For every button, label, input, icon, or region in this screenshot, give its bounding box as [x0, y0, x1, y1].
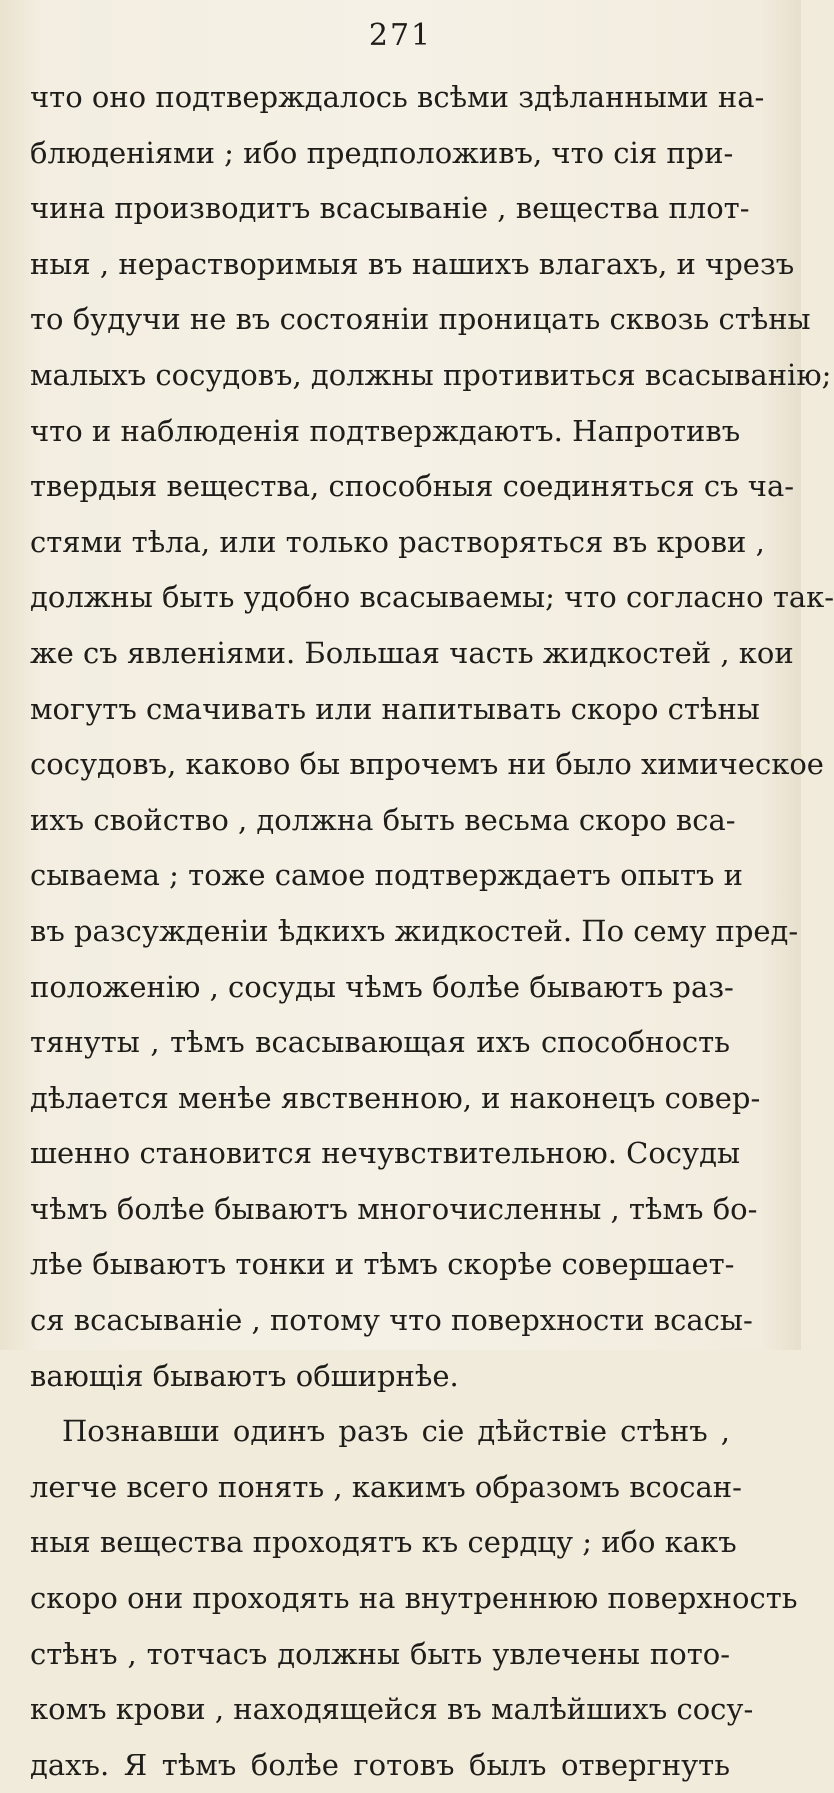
text-line: въ разсужденіи ѣдкихъ жидкостей. По сему пред- — [30, 913, 799, 948]
text-line: должны быть удобно всасываемы; что согласно так- — [30, 580, 834, 615]
paragraph-1 — [30, 70, 834, 1404]
paragraph-2 — [30, 1404, 798, 1793]
text-line: то будучи не въ состояніи проницать сквозь стѣны — [30, 302, 811, 337]
text-line: вающія бываютъ обширнѣе. — [30, 1358, 459, 1393]
text-line: сосудовъ, каково бы впрочемъ ни было химическое — [30, 747, 824, 782]
text-line: Познавши одинъ разъ сіе дѣйствіе стѣнъ , — [62, 1414, 730, 1449]
text-line: скоро они проходять на внутреннюю поверхность — [30, 1581, 798, 1616]
text-line: что и наблюденія подтверждаютъ. Напротивъ — [30, 413, 741, 448]
text-line: стями тѣла, или только растворяться въ крови , — [30, 524, 765, 559]
text-line: чина производитъ всасываніе , вещества плот- — [30, 191, 750, 226]
text-line: твердыя вещества, способныя соединяться съ ча- — [30, 469, 795, 504]
text-line: чѣмъ болѣе бываютъ многочисленны , тѣмъ бо- — [30, 1191, 758, 1226]
text-line: ихъ свойство , должна быть весьма скоро вса- — [30, 802, 736, 837]
text-line: же съ явленіями. Большая часть жидкостей , кои — [30, 635, 794, 670]
text-line: дѣлается менѣе явственною, и наконецъ совер- — [30, 1080, 761, 1115]
text-line: сываема ; тоже самое подтверждаетъ опытъ и — [30, 858, 743, 893]
text-line: блюденіями ; ибо предположивъ, что сія при- — [30, 135, 734, 170]
text-line: стѣнъ , тотчасъ должны быть увлечены пото- — [30, 1636, 730, 1671]
text-line: могутъ смачивать или напитывать скоро стѣны — [30, 691, 760, 726]
text-line: что оно подтверждалось всѣми здѣланными на- — [30, 80, 765, 114]
text-line: легче всего понять , какимъ образомъ всосан- — [30, 1469, 742, 1504]
text-line: ныя , нерастворимыя въ нашихъ влагахъ, и чрезъ — [30, 246, 795, 281]
text-line: положенію , сосуды чѣмъ болѣе бываютъ раз- — [30, 969, 734, 1004]
page-number: 271 — [368, 18, 433, 53]
text-line: малыхъ сосудовъ, должны противиться всасыванію; — [30, 357, 832, 392]
text-line: дахъ. Я тѣмъ болѣе готовъ былъ отвергнуть — [30, 1747, 730, 1782]
body-text — [30, 70, 834, 1793]
text-line: ныя вещества проходятъ къ сердцу ; ибо какъ — [30, 1525, 737, 1560]
text-line: лѣе бываютъ тонки и тѣмъ скорѣе совершает- — [30, 1247, 735, 1282]
text-line: ся всасываніе , потому что поверхности всасы- — [30, 1303, 753, 1338]
text-line: тянуты , тѣмъ всасывающая ихъ способность — [30, 1025, 730, 1060]
text-line: шенно становится нечувствительною. Сосуды — [30, 1136, 741, 1171]
text-line: комъ крови , находящейся въ малѣйшихъ сосу- — [30, 1692, 754, 1727]
